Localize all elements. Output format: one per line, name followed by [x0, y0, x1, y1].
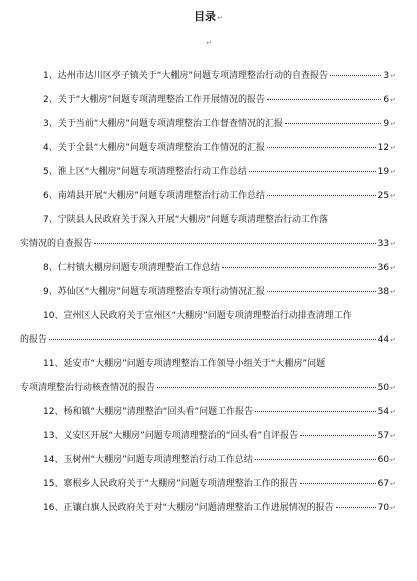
toc-dot-leader	[267, 147, 376, 148]
toc-page-number: 70	[377, 503, 390, 513]
toc-entry[interactable]	[20, 88, 396, 112]
empty-paragraph	[0, 38, 417, 48]
toc-entry-title: 5、淮上区“大棚房”问题专项清理整治行动工作总结	[43, 167, 248, 177]
toc-entry-title: 15、寨根乡人民政府关于“大棚房”问题专项清理整治工作的报告	[43, 479, 298, 489]
toc-entry[interactable]	[20, 112, 396, 136]
toc-dot-leader	[330, 75, 381, 76]
toc-page-number: 9	[383, 119, 390, 129]
toc-dot-leader	[267, 99, 381, 100]
paragraph-mark-icon: ↵	[390, 168, 396, 176]
toc-entry[interactable]	[20, 472, 396, 496]
paragraph-mark-icon: ↵	[206, 39, 212, 47]
toc-entry-title: 3、关于当前“大棚房”问题专项清理整治工作督查情况的汇报	[43, 119, 284, 129]
toc-page-number: 6	[383, 95, 390, 105]
toc-dot-leader	[157, 387, 376, 388]
toc-entry-line	[20, 376, 396, 400]
toc-entry-line	[20, 88, 396, 112]
toc-entry-line	[20, 304, 396, 328]
paragraph-mark-icon: ↵	[390, 144, 396, 152]
table-of-contents	[20, 64, 396, 520]
toc-entry[interactable]	[20, 208, 396, 256]
toc-entry[interactable]	[20, 496, 396, 520]
paragraph-mark-icon: ↵	[390, 288, 396, 296]
toc-entry-title: 14、玉树州“大棚房”问题专项清理整治行动工作总结	[43, 455, 253, 465]
toc-entry-line	[20, 64, 396, 88]
toc-dot-leader	[285, 123, 381, 124]
toc-entry[interactable]	[20, 448, 396, 472]
toc-dot-leader	[267, 291, 376, 292]
toc-page-number: 67	[377, 479, 390, 489]
toc-entry-line	[20, 352, 396, 376]
toc-page-number: 36	[377, 263, 390, 273]
toc-dot-leader	[267, 195, 376, 196]
paragraph-mark-icon: ↵	[390, 120, 396, 128]
toc-dot-leader	[49, 339, 376, 340]
toc-entry-line	[20, 160, 396, 184]
toc-entry[interactable]	[20, 184, 396, 208]
toc-page-number: 57	[377, 431, 390, 441]
paragraph-mark-icon: ↵	[390, 336, 396, 344]
toc-entry[interactable]	[20, 352, 396, 400]
toc-page-number: 33	[377, 239, 390, 249]
toc-entry[interactable]	[20, 304, 396, 352]
paragraph-mark-icon: ↵	[390, 408, 396, 416]
paragraph-mark-icon: ↵	[390, 192, 396, 200]
toc-entry-line	[20, 424, 396, 448]
toc-entry-title: 8、仁村镇大棚房问题专项清理整治工作总结	[43, 263, 220, 273]
paragraph-mark-icon: ↵	[217, 14, 223, 22]
toc-entry-line	[20, 328, 396, 352]
toc-entry-title: 1、达州市达川区亭子镇关于“大棚房”问题专项清理整治行动的自查报告	[43, 71, 329, 81]
toc-dot-leader	[255, 411, 376, 412]
toc-entry-line	[20, 280, 396, 304]
paragraph-mark-icon: ↵	[390, 456, 396, 464]
toc-entry-line	[20, 496, 396, 520]
toc-entry-line	[20, 448, 396, 472]
toc-entry-title: 4、关于全县“大棚房”问题专项清理整治工作情况的汇报	[43, 143, 266, 153]
toc-page-number: 25	[377, 191, 390, 201]
toc-entry-title: 7、宁陕县人民政府关于深入开展“大棚房”问题专项清理整治行动工作落	[43, 215, 329, 225]
toc-entry-title: 16、正镶白旗人民政府关于对“大棚房”问题清理整治工作进展情况的报告	[43, 503, 334, 513]
toc-page-number: 60	[377, 455, 390, 465]
toc-entry[interactable]	[20, 160, 396, 184]
toc-title	[0, 10, 417, 25]
toc-entry[interactable]	[20, 424, 396, 448]
toc-page-number: 19	[377, 167, 390, 177]
paragraph-mark-icon: ↵	[390, 240, 396, 248]
paragraph-mark-icon: ↵	[390, 480, 396, 488]
toc-page-number: 3	[383, 71, 390, 81]
toc-entry-line	[20, 232, 396, 256]
toc-entry-line	[20, 112, 396, 136]
toc-entry-title: 2、关于“大棚房”问题专项清理整治工作开展情况的报告	[43, 95, 266, 105]
toc-page-number: 12	[377, 143, 390, 153]
toc-page-number: 44	[377, 335, 390, 345]
toc-dot-leader	[300, 483, 376, 484]
toc-entry-line	[20, 472, 396, 496]
toc-entry-title-continued: 专项清理整治行动核查情况的报告	[20, 383, 156, 393]
toc-entry-line	[20, 208, 396, 232]
toc-entry-line	[20, 184, 396, 208]
toc-entry[interactable]	[20, 400, 396, 424]
toc-entry-title-continued: 的报告	[20, 335, 48, 345]
toc-page-number: 50	[377, 383, 390, 393]
paragraph-mark-icon: ↵	[390, 432, 396, 440]
toc-dot-leader	[222, 267, 376, 268]
toc-entry-title: 13、义安区开展“大棚房”问题专项清理整治的“回头看”自评报告	[43, 431, 299, 441]
toc-entry[interactable]	[20, 256, 396, 280]
toc-dot-leader	[255, 459, 376, 460]
toc-page-number: 54	[377, 407, 390, 417]
toc-title-text: 目录	[194, 10, 217, 23]
paragraph-mark-icon: ↵	[390, 72, 396, 80]
paragraph-mark-icon: ↵	[390, 504, 396, 512]
toc-entry-title: 11、延安市“大棚房”问题专项清理整治工作领导小组关于“大棚房”问题	[43, 359, 326, 369]
toc-entry-line	[20, 400, 396, 424]
toc-dot-leader	[300, 435, 376, 436]
toc-dot-leader	[249, 171, 376, 172]
toc-entry-title: 10、宣州区人民政府关于宣州区“大棚房”问题专项清理整治行动排查清理工作	[43, 311, 352, 321]
toc-entry[interactable]	[20, 136, 396, 160]
toc-entry[interactable]	[20, 64, 396, 88]
paragraph-mark-icon: ↵	[390, 384, 396, 392]
toc-entry[interactable]	[20, 280, 396, 304]
toc-page-number: 38	[377, 287, 390, 297]
toc-entry-title: 6、南靖县开展“大棚房”问题专项清理整治行动工作总结	[43, 191, 266, 201]
paragraph-mark-icon: ↵	[390, 96, 396, 104]
toc-dot-leader	[336, 507, 376, 508]
toc-entry-line	[20, 256, 396, 280]
paragraph-mark-icon: ↵	[390, 264, 396, 272]
toc-dot-leader	[94, 243, 376, 244]
toc-entry-line	[20, 136, 396, 160]
toc-entry-title: 9、苏仙区“大棚房”问题专项清理整治专项行动情况汇报	[43, 287, 266, 297]
toc-entry-title-continued: 实情况的自查报告	[20, 239, 93, 249]
toc-entry-title: 12、杨和镇“大棚房”清理整治“回头看”问题工作报告	[43, 407, 254, 417]
